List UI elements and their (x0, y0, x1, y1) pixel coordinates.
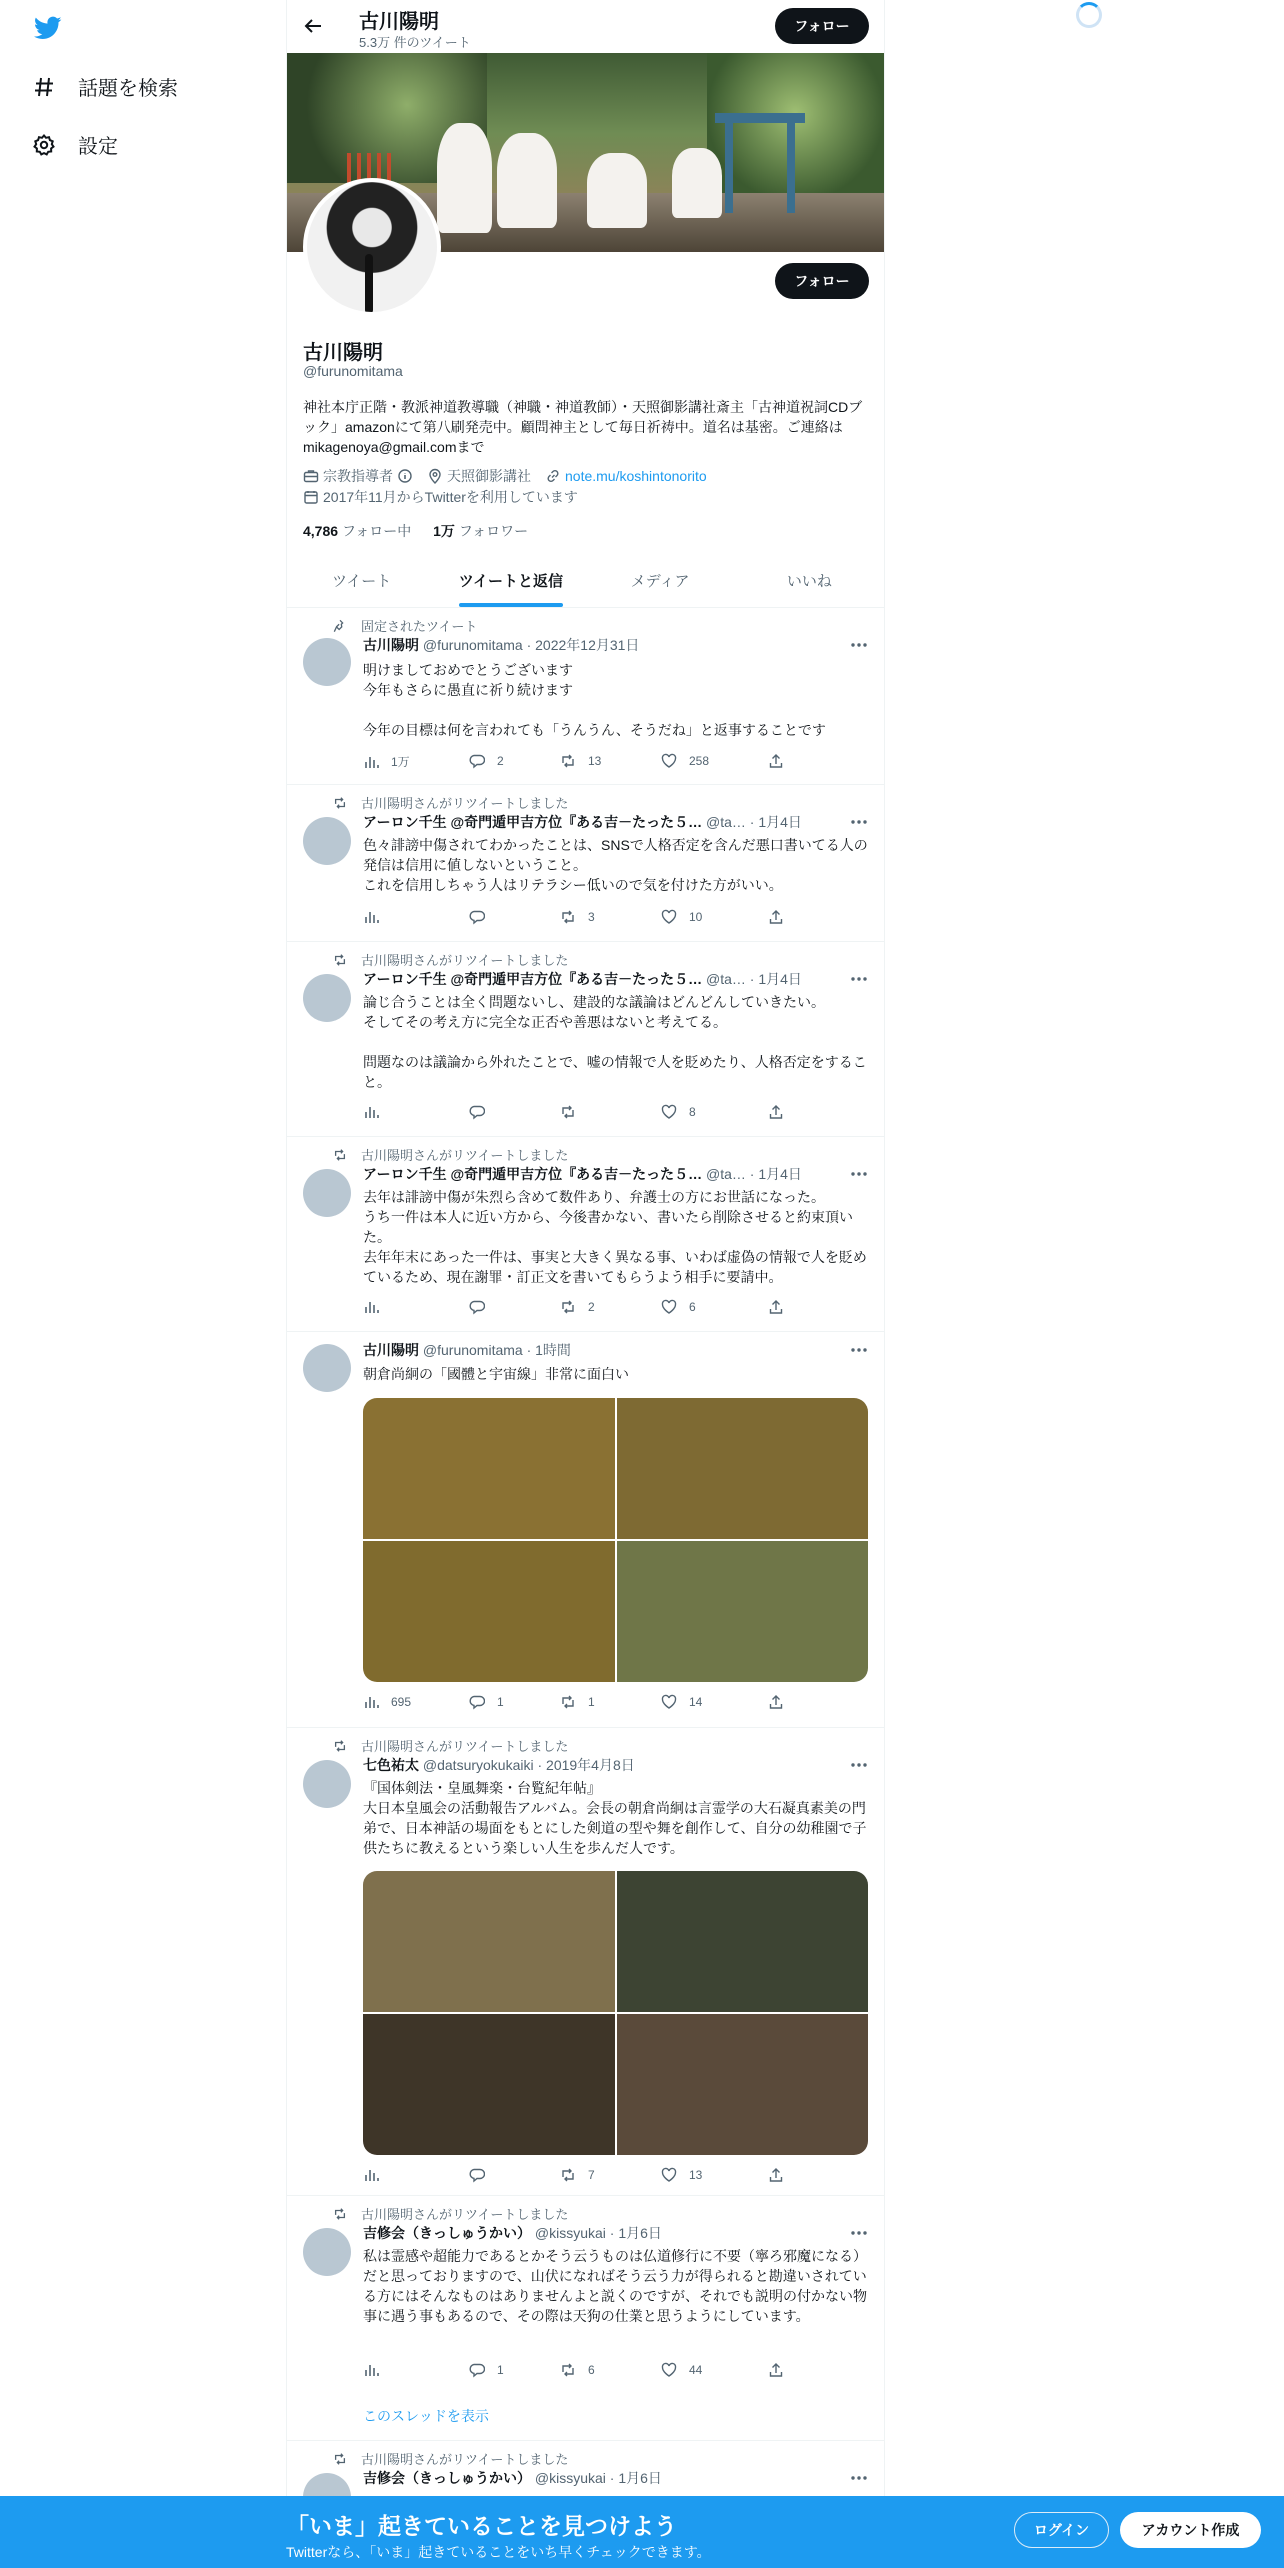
like-icon (661, 2167, 677, 2183)
retweet-icon (333, 1739, 347, 1753)
tweet-action-replies[interactable] (469, 1299, 497, 1315)
tab-likes[interactable]: いいね (786, 573, 832, 590)
tweet[interactable] (287, 1332, 884, 1728)
retweet-icon (560, 1299, 576, 1315)
login-button[interactable]: ログイン (1014, 2512, 1109, 2548)
profile-category: 宗教指導者 (323, 468, 393, 484)
tweet-action-likes[interactable] (661, 753, 709, 769)
tweet-likes-count: 44 (689, 2363, 703, 2377)
tweet-text: 朝倉尚絅の「國體と宇宙線」非常に面白い (363, 1366, 629, 1382)
gear-icon (32, 133, 56, 157)
follow-stats (303, 521, 528, 541)
nav-settings-label: 設定 (78, 136, 118, 158)
retweet-icon (333, 1148, 347, 1162)
tweet-retweets-count: 7 (588, 2168, 595, 2182)
tweet-social-label: 古川陽明さんがリツイートしました (361, 2452, 569, 2467)
following-label: フォロー中 (341, 523, 412, 539)
retweet-icon (560, 1104, 576, 1120)
more-options-icon[interactable] (849, 638, 869, 652)
tweet-actions (363, 1694, 803, 1714)
reply-icon (469, 1299, 485, 1315)
like-icon (661, 1694, 677, 1710)
profile-location: 天照御影講社 (447, 468, 531, 484)
tweet-action-retweets[interactable] (560, 909, 595, 925)
hashtag-icon (32, 75, 56, 99)
tweet-header (363, 2468, 848, 2488)
followers-link[interactable] (433, 523, 528, 539)
tweet-action-likes[interactable] (661, 909, 702, 925)
calendar-icon (303, 489, 319, 505)
tweet[interactable] (287, 608, 884, 785)
retweet-icon (560, 2362, 576, 2378)
tweet-header (363, 2223, 848, 2243)
more-options-icon[interactable] (849, 1758, 869, 1772)
tweet-media-image[interactable] (617, 1871, 869, 2012)
tweet-social-context (333, 616, 477, 635)
share-icon (768, 1104, 784, 1120)
profile-avatar[interactable] (303, 178, 441, 316)
tweet-avatar[interactable] (303, 2228, 351, 2276)
main-column (286, 0, 885, 2568)
signup-banner-title: 「いま」起きていることを見つけよう (286, 2513, 677, 2539)
like-icon (661, 2362, 677, 2378)
like-icon (661, 1299, 677, 1315)
profile-bio: 神社本庁正階・教派神道教導職（神職・神道教師）・天照御影講社斎主「古神道祝詞CDブック」amazonにて第八刷発売中。顧問神主として毎日祈祷中。道名は基密。ご連絡はmikagenoya@gmail.comまで (303, 399, 863, 455)
profile-tabs (287, 555, 884, 608)
tweet-action-retweets[interactable] (560, 753, 601, 769)
tweet-text: 色々誹謗中傷されてわかったことは、SNSで人格否定を含んだ悪口書いてる人の発信は信用に値しないということ。 これを信用しちゃう人はリテラシー低いので気を付けた方がいい。 (363, 837, 868, 893)
tweet-action-views[interactable] (363, 2167, 391, 2183)
share-icon (768, 753, 784, 769)
signup-banner (0, 2496, 1284, 2568)
tab-tweets[interactable]: ツイート (331, 573, 392, 590)
profile-follow-button[interactable]: フォロー (775, 263, 869, 299)
tweet-actions (363, 1299, 803, 1319)
tweet-header (363, 1164, 848, 1184)
retweet-icon (560, 2167, 576, 2183)
info-icon[interactable] (397, 468, 413, 484)
tweet-media-image[interactable] (617, 1398, 869, 1539)
tweet-avatar[interactable] (303, 638, 351, 686)
views-icon (363, 2167, 379, 2183)
tweet[interactable] (287, 942, 884, 1137)
profile-handle: @furunomitama (303, 363, 403, 379)
nav-settings[interactable] (32, 130, 118, 159)
tweet-actions (363, 2167, 803, 2187)
tweet-media-image[interactable] (617, 2014, 869, 2155)
tweet-likes-count: 13 (689, 2168, 703, 2182)
reply-icon (469, 1694, 485, 1710)
following-link[interactable] (303, 523, 411, 539)
profile-joined-row (303, 487, 578, 507)
tweet-actions (363, 753, 803, 773)
show-thread-link[interactable]: このスレッドを表示 (363, 2408, 489, 2424)
tweet-likes-count: 8 (689, 1105, 696, 1119)
tweet-views-count: 695 (391, 1695, 412, 1709)
reply-icon (469, 1104, 485, 1120)
tweet-meta[interactable]: @kissyukai · 1月6日 (534, 2225, 662, 2241)
tweet-text: 明けましておめでとうございます 今年もさらに愚直に祈り続けます 今年の目標は何を言われても「うんうん、そうだね」と返事することです (363, 662, 826, 738)
views-icon (363, 1694, 379, 1710)
profile-url-link[interactable]: note.mu/koshintonorito (565, 468, 707, 484)
tweet-action-replies[interactable] (469, 2167, 497, 2183)
tweet-avatar[interactable] (303, 817, 351, 865)
like-icon (661, 753, 677, 769)
like-icon (661, 1104, 677, 1120)
tweet-social-label: 固定されたツイート (361, 619, 478, 634)
tweet-text: 『国体剣法・皇風舞楽・台覧紀年帖』 大日本皇風会の活動報告アルバム。会長の朝倉尚絅は言霊学の大石凝真素美の門弟で、日本神話の場面をもとにした剣道の型や舞を創作して、自分の幼稚園で子供たちに教えるという楽しい人生を歩んだ人です。 (363, 1780, 867, 1856)
tweet-text: 論じ合うことは全く問題ないし、建設的な議論はどんどんしていきたい。 そしてその考え方に完全な正否や善悪はないと考えてる。 問題なのは議論から外れたことで、嘘の情報で人を貶めたり、人格否定をすること。 (363, 994, 867, 1090)
top-header (287, 0, 884, 53)
retweet-icon (333, 2207, 347, 2221)
tweet-action-retweets[interactable] (560, 2362, 595, 2378)
tweet-action-share[interactable] (768, 2362, 796, 2378)
share-icon (768, 2167, 784, 2183)
tweet-social-label: 古川陽明さんがリツイートしました (361, 796, 569, 811)
tweet-social-context (333, 950, 568, 969)
tweet-header (363, 635, 848, 655)
tweet-likes-count: 10 (689, 910, 703, 924)
tweet-text: 私は霊感や超能力であるとかそう云うものは仏道修行に不要（寧ろ邪魔になる）だと思っておりますので、山伏になればそう云う力が得られると勘違いされている方にはそんなものはありませんよと説くのですが、それでも説明の付かない物事に遇う事もあるので、その際は天狗の仕業と思うようにしています。 (363, 2248, 867, 2324)
tweet-action-replies[interactable] (469, 1104, 497, 1120)
tab-tweets-and-replies[interactable]: ツイートと返信 (436, 555, 585, 607)
more-options-icon[interactable] (849, 815, 869, 829)
tweet-action-retweets[interactable] (560, 1104, 588, 1120)
views-icon (363, 2362, 379, 2378)
tweet-likes-count: 6 (689, 1300, 696, 1314)
tweet-author-name[interactable]: アーロン千生 @奇門遁甲吉方位『ある吉－たった５… (363, 1166, 703, 1182)
tweet-action-share[interactable] (768, 909, 796, 925)
tweet-author-name[interactable]: 古川陽明 (363, 1342, 419, 1358)
pin-icon (333, 619, 347, 633)
tweet-meta[interactable]: @ta… · 1月4日 (706, 971, 802, 987)
tweet-author-name[interactable]: 吉修会（きっしゅうかい） (363, 2225, 531, 2241)
tweet-action-share[interactable] (768, 2167, 796, 2183)
tweet-meta[interactable]: @ta… · 1月4日 (706, 1166, 802, 1182)
tweet[interactable] (287, 785, 884, 942)
tweet-action-retweets[interactable] (560, 2167, 595, 2183)
tweet-action-replies[interactable] (469, 2362, 504, 2378)
reply-icon (469, 2362, 485, 2378)
more-options-icon[interactable] (849, 2471, 869, 2485)
tweet-replies-count: 1 (497, 2363, 504, 2377)
more-options-icon[interactable] (849, 1167, 869, 1181)
tweet-retweets-count: 13 (588, 754, 602, 768)
share-icon (768, 2362, 784, 2378)
more-options-icon[interactable] (849, 972, 869, 986)
tweet-social-context (333, 793, 568, 812)
tweet-action-views[interactable] (363, 1299, 391, 1315)
tweet-header (363, 969, 848, 989)
tweet-action-retweets[interactable] (560, 1694, 595, 1710)
tweet-avatar[interactable] (303, 1344, 351, 1392)
tweet-action-views[interactable] (363, 2362, 391, 2378)
tweet-action-likes[interactable] (661, 1299, 696, 1315)
tweet[interactable] (287, 1137, 884, 1332)
tweet-replies-count: 1 (497, 1695, 504, 1709)
tweet-action-share[interactable] (768, 753, 796, 769)
tweet-meta[interactable]: @kissyukai · 1月6日 (534, 2470, 662, 2486)
tweet-media-image[interactable] (363, 1871, 615, 2012)
tweet-actions (363, 1104, 803, 1124)
tweet-action-likes[interactable] (661, 2362, 702, 2378)
views-icon (363, 1299, 379, 1315)
tweet-action-views[interactable] (363, 1104, 391, 1120)
reply-icon (469, 753, 485, 769)
tweet-action-likes[interactable] (661, 1104, 696, 1120)
tweet-likes-count: 258 (689, 754, 710, 768)
tweet-action-replies[interactable] (469, 909, 497, 925)
followers-count: 1万 (433, 523, 455, 539)
tweet-action-views[interactable] (363, 1694, 411, 1710)
header-follow-button[interactable]: フォロー (775, 8, 869, 44)
tweet-actions (363, 909, 803, 929)
tweet-action-views[interactable] (363, 753, 410, 770)
following-count: 4,786 (303, 523, 339, 539)
tweet-author-name[interactable]: アーロン千生 @奇門遁甲吉方位『ある吉－たった５… (363, 971, 703, 987)
tweet-action-likes[interactable] (661, 1694, 702, 1710)
tweet-social-context (333, 1736, 568, 1755)
back-arrow-icon[interactable] (301, 14, 325, 38)
tweet-author-name[interactable]: 古川陽明 (363, 637, 419, 653)
tweet-social-label: 古川陽明さんがリツイートしました (361, 2207, 569, 2222)
views-icon (363, 754, 379, 770)
profile-name: 古川陽明 (303, 342, 383, 364)
tweet-action-share[interactable] (768, 1299, 796, 1315)
tweet-text: 去年は誹謗中傷が朱烈ら含めて数件あり、弁護士の方にお世話になった。 うち一件は本人に近い方から、今後書かない、書いたら削除させると約束頂いた。 去年年末にあった一件は、事実と大きく異なる事、いわば虚偽の情報で人を貶めているため、現在謝罪・訂正文を書いてもらうよう相手に要請中。 (363, 1189, 867, 1285)
tweet-social-context (333, 1145, 568, 1164)
retweet-icon (333, 2452, 347, 2466)
tweet-views-count: 1万 (391, 755, 410, 769)
profile-joined: 2017年11月からTwitterを利用しています (323, 489, 578, 505)
tweet-likes-count: 14 (689, 1695, 703, 1709)
tweet-action-likes[interactable] (661, 2167, 702, 2183)
tweet-retweets-count: 1 (588, 1695, 595, 1709)
tweet[interactable] (287, 1728, 884, 2196)
tweet-action-retweets[interactable] (560, 1299, 595, 1315)
share-icon (768, 909, 784, 925)
loading-spinner-icon (1076, 2, 1102, 28)
tweet-retweets-count: 3 (588, 910, 595, 924)
tweet-social-label: 古川陽明さんがリツイートしました (361, 1148, 569, 1163)
tweet-action-replies[interactable] (469, 753, 504, 769)
tweet[interactable] (287, 2441, 884, 2501)
reply-icon (469, 909, 485, 925)
tweet-action-share[interactable] (768, 1694, 796, 1710)
tweet-action-views[interactable] (363, 909, 391, 925)
tweet-media-image[interactable] (363, 2014, 615, 2155)
tweet-author-name[interactable]: 吉修会（きっしゅうかい） (363, 2470, 531, 2486)
tweet-avatar[interactable] (303, 1760, 351, 1808)
tweet-avatar[interactable] (303, 974, 351, 1022)
tweet-media-grid (363, 1398, 868, 1682)
tweet-social-label: 古川陽明さんがリツイートしました (361, 1739, 569, 1754)
tweet-media-image[interactable] (363, 1541, 615, 1682)
link-icon (545, 468, 561, 484)
tweet-meta[interactable]: @datsuryokukaiki · 2019年4月8日 (422, 1757, 635, 1773)
more-options-icon[interactable] (849, 1343, 869, 1357)
tweet-meta[interactable]: @furunomitama · 1時間 (422, 1342, 571, 1358)
tweet-retweets-count: 6 (588, 2363, 595, 2377)
tweet-actions (363, 2362, 803, 2382)
retweet-icon (560, 909, 576, 925)
views-icon (363, 1104, 379, 1120)
tweet-avatar[interactable] (303, 1169, 351, 1217)
reply-icon (469, 2167, 485, 2183)
tweet-social-context (333, 2204, 568, 2223)
tweet-media-image[interactable] (617, 1541, 869, 1682)
tweet-media-grid (363, 1871, 868, 2155)
briefcase-icon (303, 468, 319, 484)
signup-button[interactable]: アカウント作成 (1120, 2512, 1261, 2548)
nav-explore-label: 話題を検索 (78, 78, 178, 100)
location-pin-icon (427, 468, 443, 484)
more-options-icon[interactable] (849, 2226, 869, 2240)
header-tweet-count: 5.3万 件のツイート (359, 35, 471, 50)
retweet-icon (560, 1694, 576, 1710)
profile-meta-row (303, 466, 707, 486)
tweet-meta[interactable]: @furunomitama · 2022年12月31日 (422, 637, 640, 653)
tweet-social-context (333, 2449, 568, 2468)
nav-explore[interactable] (32, 72, 178, 101)
tweet-action-share[interactable] (768, 1104, 796, 1120)
retweet-icon (560, 753, 576, 769)
like-icon (661, 909, 677, 925)
tweet-social-label: 古川陽明さんがリツイートしました (361, 953, 569, 968)
header-name: 古川陽明 (359, 11, 439, 33)
retweet-icon (333, 796, 347, 810)
share-icon (768, 1299, 784, 1315)
tab-media[interactable]: メディア (630, 573, 690, 590)
tweet-header (363, 1340, 848, 1360)
signup-banner-subtitle: Twitterなら、「いま」起きていることをいち早くチェックできます。 (286, 2544, 711, 2560)
tweet-header (363, 1755, 848, 1775)
tweet-replies-count: 2 (497, 754, 504, 768)
share-icon (768, 1694, 784, 1710)
retweet-icon (333, 953, 347, 967)
views-icon (363, 909, 379, 925)
tweet-action-replies[interactable] (469, 1694, 504, 1710)
tweet[interactable] (287, 2196, 884, 2441)
tweet-media-image[interactable] (363, 1398, 615, 1539)
tweet-author-name[interactable]: アーロン千生 @奇門遁甲吉方位『ある吉－たった５… (363, 814, 703, 830)
tweet-header (363, 812, 848, 832)
tweet-retweets-count: 2 (588, 1300, 595, 1314)
followers-label: フォロワー (458, 523, 529, 539)
tweet-meta[interactable]: @ta… · 1月4日 (706, 814, 802, 830)
twitter-bird-icon[interactable] (32, 14, 64, 42)
tweet-author-name[interactable]: 七色祐太 (363, 1757, 419, 1773)
